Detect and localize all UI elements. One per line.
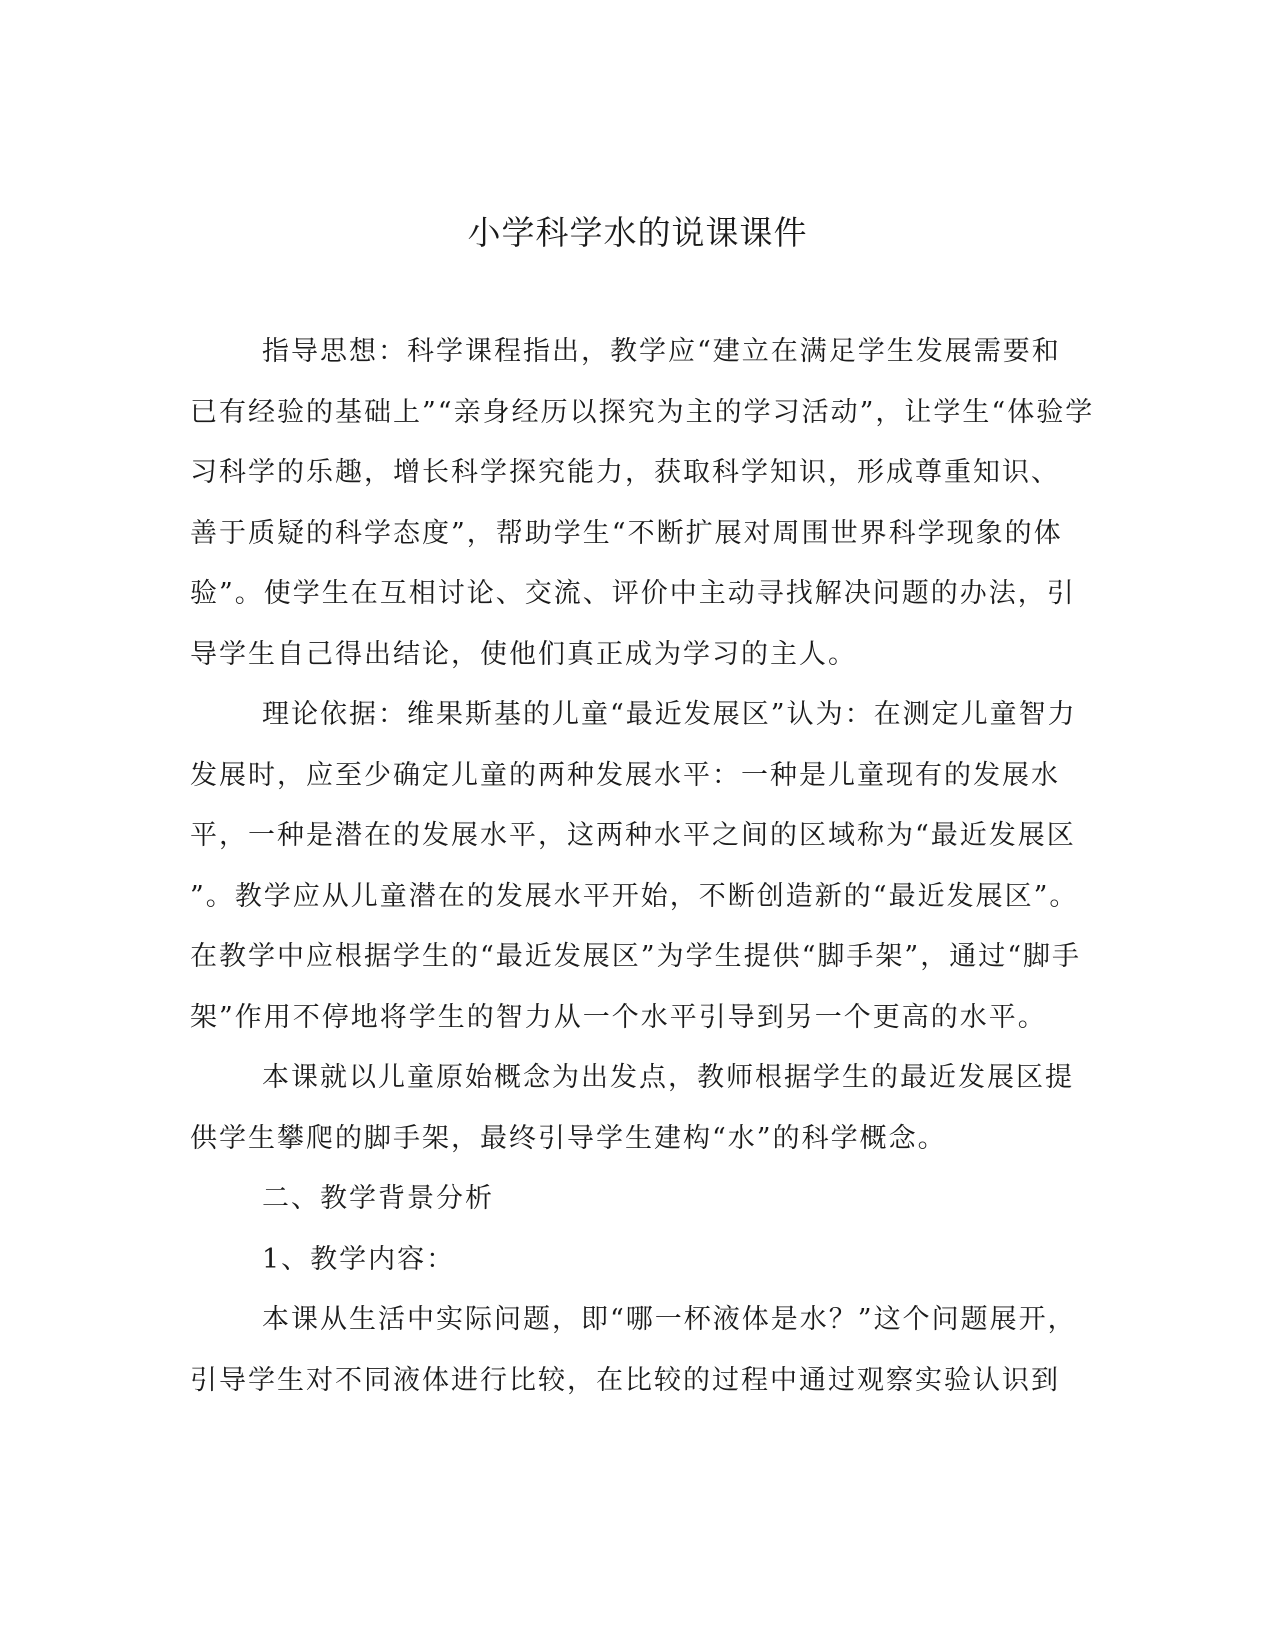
paragraph-line: 理论依据：维果斯基的儿童“最近发展区”认为：在测定儿童智力 [262, 699, 1077, 730]
document-title: 小学科学水的说课课件 [467, 213, 808, 252]
paragraph-line: 善于质疑的科学态度”，帮助学生“不断扩展对周围世界科学现象的体 [190, 517, 1063, 549]
subsection-heading: 1、教学内容： [262, 1243, 456, 1275]
paragraph-line: 供学生攀爬的脚手架，最终引导学生建构“水”的科学概念。 [190, 1122, 947, 1154]
section-heading: 二、教学背景分析 [262, 1183, 494, 1214]
paragraph-line: 已有经验的基础上”“亲身经历以探究为主的学习活动”，让学生“体验学 [190, 396, 1095, 428]
paragraph-line: 导学生自己得出结论，使他们真正成为学习的主人。 [190, 638, 857, 670]
paragraph-line: 发展时，应至少确定儿童的两种发展水平：一种是儿童现有的发展水 [190, 759, 1060, 791]
paragraph-line: 平，一种是潜在的发展水平，这两种水平之间的区域称为“最近发展区 [190, 820, 1076, 851]
paragraph-line: 架”作用不停地将学生的智力从一个水平引导到另一个更高的水平。 [190, 1001, 1047, 1033]
paragraph-line: ”。教学应从儿童潜在的发展水平开始，不断创造新的“最近发展区”。 [190, 880, 1079, 912]
paragraph-line: 在教学中应根据学生的“最近发展区”为学生提供“脚手架”，通过“脚手 [190, 941, 1082, 972]
paragraph-line: 引导学生对不同液体进行比较，在比较的过程中通过观察实验认识到 [190, 1364, 1060, 1396]
paragraph-line: 验”。使学生在互相讨论、交流、评价中主动寻找解决问题的办法，引 [190, 578, 1076, 609]
document-body [190, 322, 1095, 1411]
paragraph-line: 指导思想：科学课程指出，教学应“建立在满足学生发展需要和 [262, 336, 1061, 367]
paragraph-line: 习科学的乐趣，增长科学探究能力，获取科学知识，形成尊重知识、 [190, 457, 1060, 488]
paragraph-line: 本课就以儿童原始概念为出发点，教师根据学生的最近发展区提 [262, 1062, 1074, 1093]
paragraph-line: 本课从生活中实际问题，即“哪一杯液体是水？”这个问题展开， [262, 1304, 1077, 1335]
